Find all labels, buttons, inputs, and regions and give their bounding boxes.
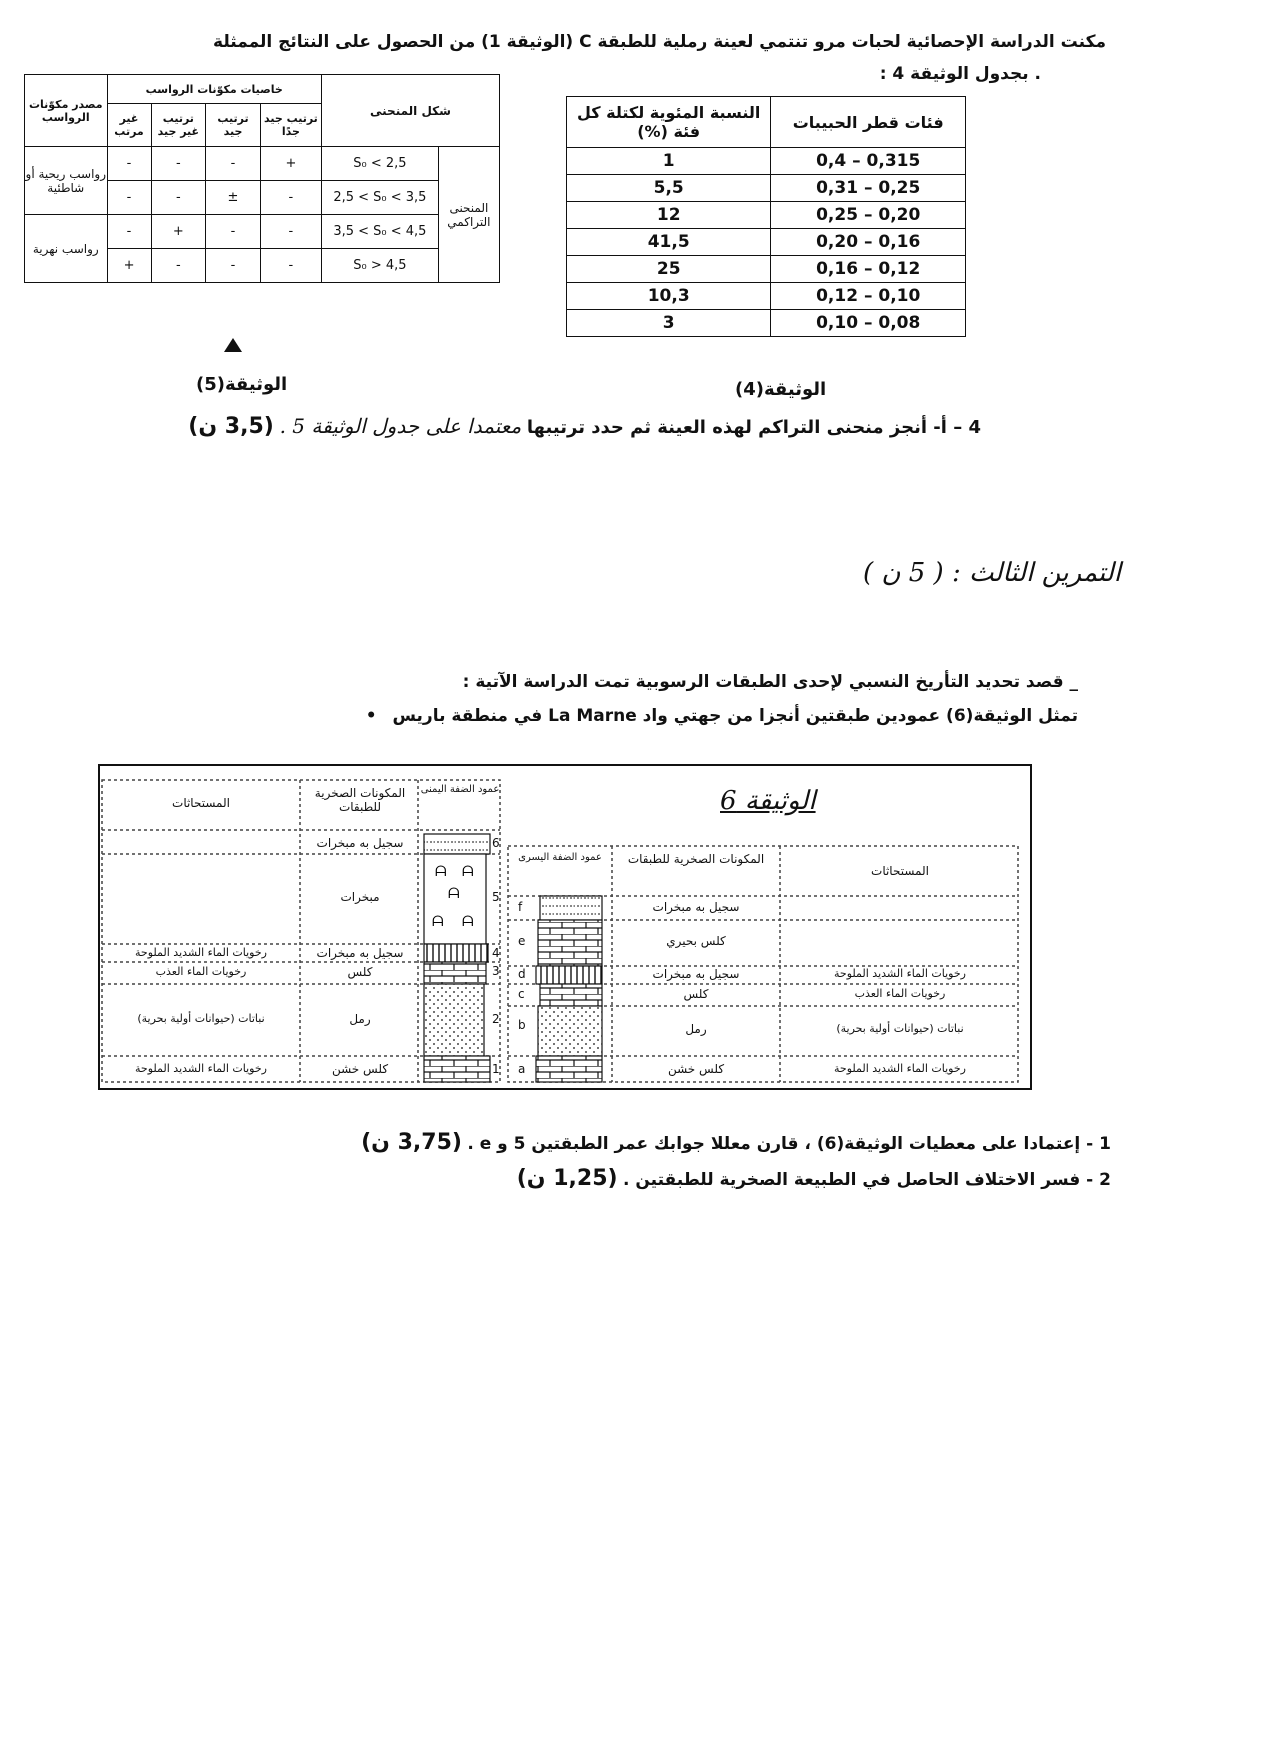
doc5-cell: - — [206, 215, 261, 249]
right-layer-composition: كلس خشن — [667, 1062, 725, 1076]
table-row — [25, 215, 500, 249]
right-layer-letter: c — [518, 987, 525, 1001]
table-row — [567, 148, 966, 175]
doc5-cell: - — [260, 249, 321, 283]
doc5-cell: - — [107, 147, 151, 181]
right-layer-fossil: رخويات الماء الشديد الملوحة — [834, 967, 966, 980]
doc5-cell: - — [151, 249, 206, 283]
left-layer-composition: سجيل به مبخرات — [316, 946, 404, 960]
right-layer-composition: سجيل به مبخرات — [652, 967, 740, 981]
left-layer-composition: سجيل به مبخرات — [316, 836, 404, 850]
exercise-3-title: التمرين الثالث : ( 5 ن ) — [862, 558, 1121, 588]
question-2-points: (1,25 ن) — [516, 1166, 618, 1191]
left-layer-fossil: رخويات الماء الشديد الملوحة — [135, 1062, 267, 1075]
right-layer-letter: f — [518, 900, 523, 914]
doc6-svg — [100, 766, 1030, 1088]
right-layer-letter: a — [518, 1062, 526, 1076]
doc5-source-2: رواسب نهرية — [25, 215, 108, 283]
left-layer-number: 1 — [492, 1062, 500, 1076]
doc4-pct: 1 — [567, 148, 771, 175]
question-1-text: 1 - إعتمادا على معطيات الوثيقة(6) ، قارن معللا جوابك عمر الطبقتين 5 و e . — [467, 1134, 1111, 1154]
doc4-pct: 12 — [567, 202, 771, 229]
table-row — [567, 310, 966, 337]
right-layer-letter: e — [518, 934, 526, 948]
doc5-cell: - — [206, 249, 261, 283]
doc5-so: 3,5 < S₀ < 4,5 — [321, 215, 438, 249]
doc5-cell: - — [107, 181, 151, 215]
question-4-points: (3,5 ن) — [188, 414, 274, 439]
svg-text:ᗩ: ᗩ — [462, 914, 474, 930]
right-layer-fossil: نباتات (حيوانات أولية بحرية) — [836, 1022, 964, 1035]
right-layer-composition: كلس — [683, 987, 709, 1001]
left-header-composition: المكونات الصخرية للطبقات — [314, 786, 406, 814]
doc4-table — [566, 96, 966, 337]
doc5-sub-good: ترتيب جيد — [206, 104, 261, 147]
doc5-cell: + — [260, 147, 321, 181]
table-row — [25, 147, 500, 181]
doc5-cell: - — [151, 181, 206, 215]
doc4-range: 0,10 – 0,08 — [771, 310, 966, 337]
question-1-points: (3,75 ن) — [361, 1130, 462, 1155]
doc4-range: 0,31 – 0,25 — [771, 175, 966, 202]
doc5-cell: - — [151, 147, 206, 181]
svg-text:ᗩ: ᗩ — [432, 914, 444, 930]
left-layer-fossil: نباتات (حيوانات أولية بحرية) — [137, 1012, 265, 1025]
doc5-source-1: رواسب ريحية أو شاطئية — [25, 147, 108, 215]
doc4-pct: 3 — [567, 310, 771, 337]
right-header-column: عمود الضفة اليسرى — [518, 852, 602, 863]
exercise-3-intro-1: _ قصد تحديد التأريخ النسبي لإحدى الطبقات الرسوبية تمت الدراسة الآتية : — [462, 672, 1078, 692]
doc5-sub-unsorted: غير مرتب — [107, 104, 151, 147]
doc5-cell: + — [107, 249, 151, 283]
doc5-header-source: مصدر مكوّنات الرواسب — [25, 75, 108, 147]
left-header-column: عمود الضفة اليمنى — [420, 784, 500, 795]
exercise-3-intro-2 — [178, 706, 1078, 726]
svg-text:ᗩ: ᗩ — [448, 886, 460, 902]
exercise-3-intro-2-text: تمثل الوثيقة(6) عمودين طبقتين أنجزا من جهتي واد La Marne في منطقة باريس — [392, 706, 1078, 726]
question-1 — [111, 1130, 1111, 1155]
doc5-cell: - — [206, 147, 261, 181]
doc4-pct: 10,3 — [567, 283, 771, 310]
triangle-marker-icon — [224, 338, 242, 352]
right-layer-letter: d — [518, 967, 526, 981]
doc4-range: 0,16 – 0,12 — [771, 256, 966, 283]
doc5-header-shape: شكل المنحنى — [321, 75, 499, 147]
doc4-pct: 41,5 — [567, 229, 771, 256]
table-row — [567, 175, 966, 202]
doc4-range: 0,4 – 0,315 — [771, 148, 966, 175]
left-layer-number: 4 — [492, 946, 500, 960]
doc5-cell: - — [260, 215, 321, 249]
left-layer-composition: رمل — [349, 1012, 371, 1026]
right-layer-letter: b — [518, 1018, 526, 1032]
left-header-fossils: المستحاثات — [172, 796, 230, 810]
doc4-pct: 5,5 — [567, 175, 771, 202]
right-column — [536, 896, 602, 1082]
left-layer-number: 5 — [492, 890, 500, 904]
right-header-composition: المكونات الصخرية للطبقات — [627, 852, 765, 866]
doc6-title: الوثيقة 6 — [720, 786, 816, 816]
doc5-so: S₀ < 2,5 — [321, 147, 438, 181]
intro-line-2: . بجدول الوثيقة 4 : — [879, 64, 1041, 84]
doc4-range: 0,12 – 0,10 — [771, 283, 966, 310]
doc4-header-classes: فئات قطر الحبيبات — [771, 97, 966, 148]
doc5-table — [24, 74, 500, 283]
doc4-range: 0,20 – 0,16 — [771, 229, 966, 256]
doc4-caption: الوثيقة(4) — [735, 379, 827, 400]
left-layer-fossil: رخويات الماء العذب — [155, 965, 247, 978]
table-row — [567, 283, 966, 310]
left-layer-number: 2 — [492, 1012, 500, 1026]
doc5-curve-label: المنحنى التراكمي — [438, 147, 499, 283]
left-layer-composition: مبخرات — [340, 890, 380, 904]
right-layer-composition: كلس بحيري — [666, 934, 726, 948]
doc5-sub-very-good: ترتيب جيد جدًا — [260, 104, 321, 147]
table-row — [567, 202, 966, 229]
left-layer-number: 6 — [492, 836, 500, 850]
left-column — [424, 834, 490, 1082]
svg-text:ᗩ: ᗩ — [435, 864, 447, 880]
left-layer-number: 3 — [492, 964, 500, 978]
right-layer-composition: سجيل به مبخرات — [652, 900, 740, 914]
doc4-header-percent: النسبة المئوية لكتلة كل فئة (%) — [567, 97, 771, 148]
question-4 — [0, 414, 981, 439]
table-row — [567, 256, 966, 283]
doc5-cell: + — [151, 215, 206, 249]
right-header-fossils: المستحاثات — [871, 864, 929, 878]
bullet-icon: • — [365, 706, 377, 726]
doc5-so: S₀ > 4,5 — [321, 249, 438, 283]
doc5-header-props: خاصيات مكوّنات الرواسب — [107, 75, 321, 104]
left-layer-composition: كلس خشن — [331, 1062, 389, 1076]
svg-text:ᗩ: ᗩ — [462, 864, 474, 880]
doc5-cell: - — [260, 181, 321, 215]
intro-line-1: مكنت الدراسة الإحصائية لحبات مرو تنتمي لعينة رملية للطبقة C (الوثيقة 1) من الحصول على النتائج الممثلة — [213, 32, 1106, 52]
doc4-pct: 25 — [567, 256, 771, 283]
question-4-text: 4 – أ- أنجز منحنى التراكم لهذه العينة ثم حدد ترتيبها — [526, 417, 981, 438]
doc5-sub-poor: ترتيب غير جيد — [151, 104, 206, 147]
left-layer-fossil: رخويات الماء الشديد الملوحة — [135, 946, 267, 959]
doc5-so: 2,5 < S₀ < 3,5 — [321, 181, 438, 215]
doc5-caption: الوثيقة(5) — [196, 374, 288, 395]
right-layer-fossil: رخويات الماء العذب — [854, 987, 946, 1000]
question-2 — [111, 1166, 1111, 1191]
left-layer-composition: كلس — [347, 965, 373, 979]
question-4-handwritten: معتمدا على جدول الوثيقة 5 . — [279, 414, 522, 438]
table-row — [567, 229, 966, 256]
right-layer-fossil: رخويات الماء الشديد الملوحة — [834, 1062, 966, 1075]
right-layer-composition: رمل — [685, 1022, 707, 1036]
doc6-figure — [98, 764, 1032, 1090]
question-2-text: 2 - فسر الاختلاف الحاصل في الطبيعة الصخرية للطبقتين . — [622, 1170, 1111, 1190]
doc4-range: 0,25 – 0,20 — [771, 202, 966, 229]
doc5-cell: ± — [206, 181, 261, 215]
doc5-cell: - — [107, 215, 151, 249]
